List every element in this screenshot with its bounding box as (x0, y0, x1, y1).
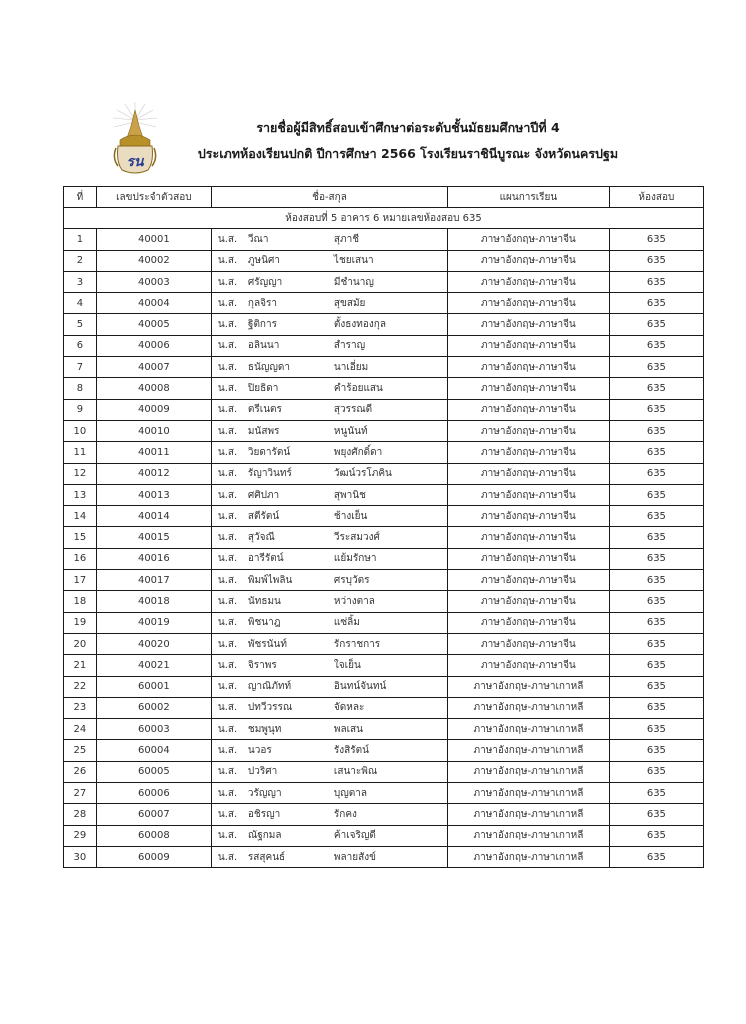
full-name (211, 591, 447, 612)
exam-id: 40009 (96, 399, 211, 420)
study-plan: ภาษาอังกฤษ-ภาษาจีน (448, 591, 610, 612)
first-name: พิมพ์ไพลิน (247, 574, 293, 586)
first-name: ฐิติการ (247, 319, 277, 331)
table-row (64, 655, 704, 676)
name-prefix: น.ส. (217, 532, 238, 544)
full-name (211, 484, 447, 505)
table-row (64, 463, 704, 484)
exam-room: 635 (609, 250, 703, 271)
name-prefix: น.ส. (217, 638, 238, 650)
study-plan: ภาษาอังกฤษ-ภาษาเกาหลี (448, 804, 610, 825)
exam-room: 635 (609, 761, 703, 782)
last-name: สุขสมัย (333, 297, 366, 309)
study-plan: ภาษาอังกฤษ-ภาษาเกาหลี (448, 740, 610, 761)
exam-room: 635 (609, 612, 703, 633)
first-name: สุวัจณี (247, 532, 275, 544)
name-prefix: น.ส. (217, 745, 238, 757)
study-plan: ภาษาอังกฤษ-ภาษาเกาหลี (448, 761, 610, 782)
exam-room: 635 (609, 633, 703, 654)
last-name: จัดหละ (333, 702, 365, 714)
exam-id: 40013 (96, 484, 211, 505)
exam-room: 635 (609, 420, 703, 441)
table-row (64, 229, 704, 250)
row-number: 6 (64, 335, 97, 356)
full-name (211, 399, 447, 420)
first-name: นัทธมน (247, 595, 281, 607)
full-name (211, 655, 447, 676)
study-plan: ภาษาอังกฤษ-ภาษาจีน (448, 463, 610, 484)
full-name (211, 335, 447, 356)
study-plan: ภาษาอังกฤษ-ภาษาจีน (448, 250, 610, 271)
last-name: รังสิรัตน์ (333, 745, 369, 757)
exam-room: 635 (609, 719, 703, 740)
exam-id: 40017 (96, 570, 211, 591)
full-name (211, 271, 447, 292)
first-name: มนัสพร (247, 425, 280, 437)
table-row (64, 719, 704, 740)
first-name: พิชนาฎ (247, 617, 281, 629)
exam-room: 635 (609, 378, 703, 399)
last-name: ค้าเจริญดี (333, 830, 376, 842)
exam-id: 40016 (96, 548, 211, 569)
exam-id: 60006 (96, 783, 211, 804)
name-prefix: น.ส. (217, 808, 238, 820)
study-plan: ภาษาอังกฤษ-ภาษาจีน (448, 570, 610, 591)
full-name (211, 548, 447, 569)
table-row (64, 783, 704, 804)
exam-id: 40014 (96, 506, 211, 527)
first-name: รสสุคนธ์ (247, 851, 286, 863)
last-name: ตั้งธงทองกุล (333, 319, 386, 331)
row-number: 7 (64, 357, 97, 378)
column-header-study-plan: แผนการเรียน (448, 187, 610, 208)
row-number: 22 (64, 676, 97, 697)
name-prefix: น.ส. (217, 404, 238, 416)
last-name: แซ่ลิ้ม (333, 617, 360, 629)
exam-room: 635 (609, 548, 703, 569)
table-row (64, 335, 704, 356)
study-plan: ภาษาอังกฤษ-ภาษาจีน (448, 293, 610, 314)
full-name (211, 697, 447, 718)
first-name: พัชรนันท์ (247, 638, 287, 650)
full-name (211, 250, 447, 271)
exam-room: 635 (609, 697, 703, 718)
exam-room: 635 (609, 463, 703, 484)
row-number: 4 (64, 293, 97, 314)
study-plan: ภาษาอังกฤษ-ภาษาจีน (448, 527, 610, 548)
document-title: รายชื่อผู้มีสิทธิ์สอบเข้าศึกษาต่อระดับชั้นมัธยมศึกษาปีที่ 4 (256, 120, 560, 135)
full-name (211, 293, 447, 314)
exam-room: 635 (609, 570, 703, 591)
column-header-name: ชื่อ-สกุล (211, 187, 447, 208)
table-row (64, 484, 704, 505)
table-row (64, 271, 704, 292)
svg-text:รน: รน (126, 154, 144, 170)
name-prefix: น.ส. (217, 255, 238, 267)
last-name: พลายสังข์ (333, 851, 376, 863)
table-row (64, 612, 704, 633)
last-name: พยุงศักดิ์ดา (333, 446, 383, 458)
full-name (211, 804, 447, 825)
first-name: สตีรัตน์ (247, 510, 280, 522)
exam-id: 40019 (96, 612, 211, 633)
first-name: ธนัญญดา (247, 361, 291, 373)
study-plan: ภาษาอังกฤษ-ภาษาจีน (448, 633, 610, 654)
last-name: หว่างตาล (333, 595, 375, 607)
last-name: อินทน์จันทน์ (333, 681, 387, 693)
exam-id: 60009 (96, 846, 211, 867)
name-prefix: น.ส. (217, 766, 238, 778)
table-row (64, 250, 704, 271)
table-row (64, 314, 704, 335)
exam-room: 635 (609, 271, 703, 292)
exam-room: 635 (609, 783, 703, 804)
exam-id: 40012 (96, 463, 211, 484)
exam-id: 60008 (96, 825, 211, 846)
row-number: 2 (64, 250, 97, 271)
full-name (211, 314, 447, 335)
row-number: 14 (64, 506, 97, 527)
row-number: 10 (64, 420, 97, 441)
full-name (211, 442, 447, 463)
table-row (64, 761, 704, 782)
last-name: วีระสมวงศ์ (333, 532, 380, 544)
last-name: พลเสน (333, 723, 363, 735)
first-name: ภูษนิศา (247, 255, 280, 267)
column-header-exam-id: เลขประจำตัวสอบ (96, 187, 211, 208)
table-row (64, 420, 704, 441)
name-prefix: น.ส. (217, 361, 238, 373)
first-name: วิยดารัตน์ (247, 446, 291, 458)
room-info: ห้องสอบที่ 5 อาคาร 6 หมายเลขห้องสอบ 635 (64, 208, 704, 229)
row-number: 20 (64, 633, 97, 654)
first-name: ปทวีวรรณ (247, 702, 293, 714)
exam-id: 60001 (96, 676, 211, 697)
exam-room: 635 (609, 442, 703, 463)
table-row (64, 740, 704, 761)
study-plan: ภาษาอังกฤษ-ภาษาจีน (448, 506, 610, 527)
table-row (64, 570, 704, 591)
exam-room: 635 (609, 740, 703, 761)
name-prefix: น.ส. (217, 319, 238, 331)
study-plan: ภาษาอังกฤษ-ภาษาจีน (448, 271, 610, 292)
full-name (211, 612, 447, 633)
full-name (211, 761, 447, 782)
name-prefix: น.ส. (217, 617, 238, 629)
exam-id: 60004 (96, 740, 211, 761)
last-name: รักคง (333, 808, 357, 820)
name-prefix: น.ส. (217, 851, 238, 863)
table-row (64, 293, 704, 314)
first-name: วรัญญา (247, 787, 282, 799)
name-prefix: น.ส. (217, 574, 238, 586)
row-number: 13 (64, 484, 97, 505)
last-name: ช้างเย็น (333, 510, 368, 522)
row-number: 5 (64, 314, 97, 335)
first-name: ศศิปภา (247, 489, 280, 501)
last-name: รักราชการ (333, 638, 381, 650)
first-name: ปวริศา (247, 766, 278, 778)
school-emblem-icon (110, 100, 160, 176)
row-number: 11 (64, 442, 97, 463)
row-number: 16 (64, 548, 97, 569)
first-name: อารีรัตน์ (247, 553, 284, 565)
last-name: เสนาะพิณ (333, 766, 378, 778)
study-plan: ภาษาอังกฤษ-ภาษาจีน (448, 655, 610, 676)
exam-room: 635 (609, 676, 703, 697)
exam-id: 40020 (96, 633, 211, 654)
table-row (64, 527, 704, 548)
name-prefix: น.ส. (217, 723, 238, 735)
study-plan: ภาษาอังกฤษ-ภาษาเกาหลี (448, 697, 610, 718)
row-number: 17 (64, 570, 97, 591)
exam-id: 40011 (96, 442, 211, 463)
last-name: แย้มรักษา (333, 553, 377, 565)
last-name: มีชำนาญ (333, 276, 374, 288)
exam-id: 60005 (96, 761, 211, 782)
name-prefix: น.ส. (217, 383, 238, 395)
exam-room: 635 (609, 484, 703, 505)
study-plan: ภาษาอังกฤษ-ภาษาจีน (448, 378, 610, 399)
study-plan: ภาษาอังกฤษ-ภาษาเกาหลี (448, 846, 610, 867)
last-name: บุญตาล (333, 787, 368, 799)
last-name: หนูนันท์ (333, 425, 368, 437)
study-plan: ภาษาอังกฤษ-ภาษาจีน (448, 612, 610, 633)
first-name: ชมพูนุท (247, 723, 282, 735)
full-name (211, 357, 447, 378)
row-number: 28 (64, 804, 97, 825)
table-header-row (64, 187, 704, 208)
exam-room: 635 (609, 314, 703, 335)
last-name: สุพานิช (333, 489, 366, 501)
name-prefix: น.ส. (217, 553, 238, 565)
table-row (64, 697, 704, 718)
exam-id: 40005 (96, 314, 211, 335)
table-row (64, 378, 704, 399)
name-prefix: น.ส. (217, 468, 238, 480)
row-number: 19 (64, 612, 97, 633)
exam-id: 60007 (96, 804, 211, 825)
name-prefix: น.ส. (217, 510, 238, 522)
exam-room: 635 (609, 591, 703, 612)
exam-id: 40010 (96, 420, 211, 441)
full-name (211, 229, 447, 250)
row-number: 29 (64, 825, 97, 846)
study-plan: ภาษาอังกฤษ-ภาษาจีน (448, 442, 610, 463)
last-name: วัฒน์วรโภคิน (333, 468, 392, 480)
table-row (64, 548, 704, 569)
row-number: 26 (64, 761, 97, 782)
study-plan: ภาษาอังกฤษ-ภาษาจีน (448, 420, 610, 441)
name-prefix: น.ส. (217, 425, 238, 437)
exam-id: 40018 (96, 591, 211, 612)
name-prefix: น.ส. (217, 297, 238, 309)
table-row (64, 357, 704, 378)
study-plan: ภาษาอังกฤษ-ภาษาจีน (448, 314, 610, 335)
exam-room: 635 (609, 846, 703, 867)
exam-id: 60003 (96, 719, 211, 740)
table-row (64, 591, 704, 612)
column-header-no: ที่ (64, 187, 97, 208)
exam-id: 40015 (96, 527, 211, 548)
exam-room: 635 (609, 229, 703, 250)
name-prefix: น.ส. (217, 276, 238, 288)
last-name: ไชยเสนา (333, 255, 374, 267)
name-prefix: น.ส. (217, 681, 238, 693)
row-number: 15 (64, 527, 97, 548)
table-row (64, 633, 704, 654)
table-row (64, 442, 704, 463)
study-plan: ภาษาอังกฤษ-ภาษาเกาหลี (448, 676, 610, 697)
full-name (211, 420, 447, 441)
first-name: อลินนา (247, 340, 280, 352)
full-name (211, 633, 447, 654)
study-plan: ภาษาอังกฤษ-ภาษาเกาหลี (448, 825, 610, 846)
exam-room: 635 (609, 527, 703, 548)
row-number: 21 (64, 655, 97, 676)
exam-id: 40004 (96, 293, 211, 314)
exam-room: 635 (609, 293, 703, 314)
exam-room: 635 (609, 825, 703, 846)
table-row (64, 846, 704, 867)
last-name: นาเอี่ยม (333, 361, 369, 373)
row-number: 18 (64, 591, 97, 612)
exam-room: 635 (609, 357, 703, 378)
first-name: จิราพร (247, 659, 277, 671)
row-number: 24 (64, 719, 97, 740)
document-header (0, 0, 746, 180)
last-name: ใจเย็น (333, 659, 361, 671)
first-name: ศรัญญา (247, 276, 283, 288)
exam-id: 40006 (96, 335, 211, 356)
document-subtitle: ประเภทห้องเรียนปกติ ปีการศึกษา 2566 โรงเรียนราชินีบูรณะ จังหวัดนครปฐม (197, 146, 619, 161)
exam-id: 40008 (96, 378, 211, 399)
name-prefix: น.ส. (217, 702, 238, 714)
study-plan: ภาษาอังกฤษ-ภาษาจีน (448, 357, 610, 378)
name-prefix: น.ส. (217, 340, 238, 352)
table-row (64, 676, 704, 697)
name-prefix: น.ส. (217, 446, 238, 458)
first-name: ณัฐกมล (247, 830, 282, 842)
row-number: 23 (64, 697, 97, 718)
first-name: ญาณิภัทท์ (247, 681, 292, 693)
exam-id: 40003 (96, 271, 211, 292)
row-number: 3 (64, 271, 97, 292)
full-name (211, 783, 447, 804)
exam-room: 635 (609, 655, 703, 676)
exam-id: 40021 (96, 655, 211, 676)
first-name: นวอร (247, 745, 272, 757)
full-name (211, 719, 447, 740)
row-number: 1 (64, 229, 97, 250)
room-info-row (64, 208, 704, 229)
exam-room: 635 (609, 804, 703, 825)
first-name: รัญาวินทร์ (247, 468, 292, 480)
name-prefix: น.ส. (217, 659, 238, 671)
full-name (211, 463, 447, 484)
study-plan: ภาษาอังกฤษ-ภาษาจีน (448, 335, 610, 356)
first-name: ปิยธิดา (247, 383, 279, 395)
first-name: วีณา (247, 233, 269, 245)
name-prefix: น.ส. (217, 830, 238, 842)
full-name (211, 527, 447, 548)
name-prefix: น.ส. (217, 787, 238, 799)
full-name (211, 506, 447, 527)
study-plan: ภาษาอังกฤษ-ภาษาจีน (448, 484, 610, 505)
row-number: 12 (64, 463, 97, 484)
exam-room: 635 (609, 335, 703, 356)
row-number: 27 (64, 783, 97, 804)
row-number: 8 (64, 378, 97, 399)
column-header-exam-room: ห้องสอบ (609, 187, 703, 208)
exam-id: 40007 (96, 357, 211, 378)
table-row (64, 399, 704, 420)
first-name: ตรีเนตร (247, 404, 282, 416)
study-plan: ภาษาอังกฤษ-ภาษาเกาหลี (448, 783, 610, 804)
exam-room: 635 (609, 399, 703, 420)
exam-room: 635 (609, 506, 703, 527)
row-number: 30 (64, 846, 97, 867)
row-number: 9 (64, 399, 97, 420)
name-prefix: น.ส. (217, 233, 238, 245)
table-row (64, 506, 704, 527)
last-name: สุวรรณดี (333, 404, 373, 416)
study-plan: ภาษาอังกฤษ-ภาษาเกาหลี (448, 719, 610, 740)
name-prefix: น.ส. (217, 595, 238, 607)
name-prefix: น.ส. (217, 489, 238, 501)
last-name: ศรบุวัตร (333, 574, 370, 586)
full-name (211, 825, 447, 846)
first-name: กุลจิรา (247, 297, 277, 309)
first-name: อชิรญา (247, 808, 281, 820)
candidate-table (63, 186, 704, 868)
table-row (64, 825, 704, 846)
full-name (211, 570, 447, 591)
study-plan: ภาษาอังกฤษ-ภาษาจีน (448, 399, 610, 420)
table-row (64, 804, 704, 825)
full-name (211, 846, 447, 867)
last-name: สำราญ (333, 340, 366, 352)
row-number: 25 (64, 740, 97, 761)
exam-id: 60002 (96, 697, 211, 718)
full-name (211, 676, 447, 697)
full-name (211, 378, 447, 399)
exam-id: 40002 (96, 250, 211, 271)
last-name: สุภาชี (333, 233, 360, 245)
last-name: คำร้อยแสน (333, 383, 383, 395)
exam-id: 40001 (96, 229, 211, 250)
study-plan: ภาษาอังกฤษ-ภาษาจีน (448, 548, 610, 569)
full-name (211, 740, 447, 761)
study-plan: ภาษาอังกฤษ-ภาษาจีน (448, 229, 610, 250)
